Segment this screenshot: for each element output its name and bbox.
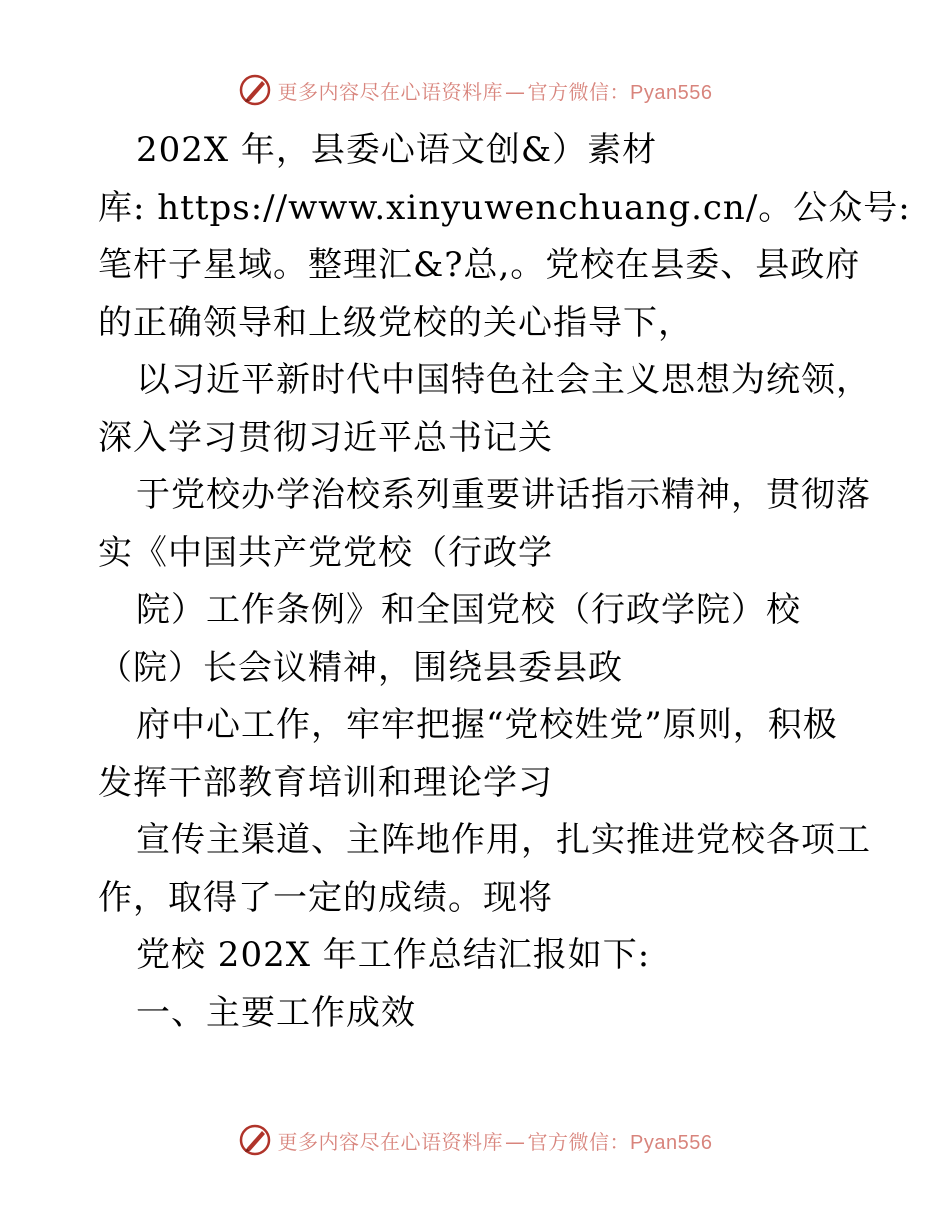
watermark-text: 更多内容尽在心语资料库 — 官方微信：Pyan556 xyxy=(277,79,713,104)
section-heading: 一、主要工作成效 xyxy=(136,992,416,1033)
doc-line: （院）长会议精神，围绕县委县政 xyxy=(98,647,623,688)
doc-line: 以习近平新时代中国特色社会主义思想为统领， xyxy=(136,360,871,400)
doc-line: 府中心工作，牢牢把握“党校姓党”原则，积极 xyxy=(136,705,838,745)
footer-watermark xyxy=(0,1120,950,1160)
doc-line: 发挥干部教育培训和理论学习 xyxy=(98,762,553,803)
watermark-handle: Pyan556 xyxy=(630,1131,713,1154)
doc-line: 宣传主渠道、主阵地作用，扎实推进党校各项工 xyxy=(136,820,871,860)
doc-line: 笔杆子星域。整理汇&?总,。党校在县委、县政府 xyxy=(98,245,861,285)
document-body xyxy=(98,122,911,1042)
doc-line: 的正确领导和上级党校的关心指导下， xyxy=(98,302,693,343)
doc-line: 党校 202X 年工作总结汇报如下: xyxy=(136,935,651,975)
doc-line: 于党校办学治校系列重要讲话指示精神，贯彻落 xyxy=(136,475,871,515)
header-watermark xyxy=(0,70,950,110)
doc-line: 院）工作条例》和全国党校（行政学院）校 xyxy=(136,590,801,630)
watermark-text: 更多内容尽在心语资料库 — 官方微信：Pyan556 xyxy=(277,1129,713,1154)
pen-logo-icon xyxy=(238,73,272,107)
doc-line: 作，取得了一定的成绩。现将 xyxy=(98,877,553,918)
pen-logo-icon xyxy=(238,1123,272,1157)
doc-line: 库: https://www.xinyuwenchuang.cn/。公众号: xyxy=(98,187,911,228)
doc-line: 202X 年，县委心语文创&）素材 xyxy=(136,130,658,170)
watermark-handle: Pyan556 xyxy=(630,81,713,104)
doc-line: 深入学习贯彻习近平总书记关 xyxy=(98,417,553,458)
doc-line: 实《中国共产党党校（行政学 xyxy=(98,532,553,573)
